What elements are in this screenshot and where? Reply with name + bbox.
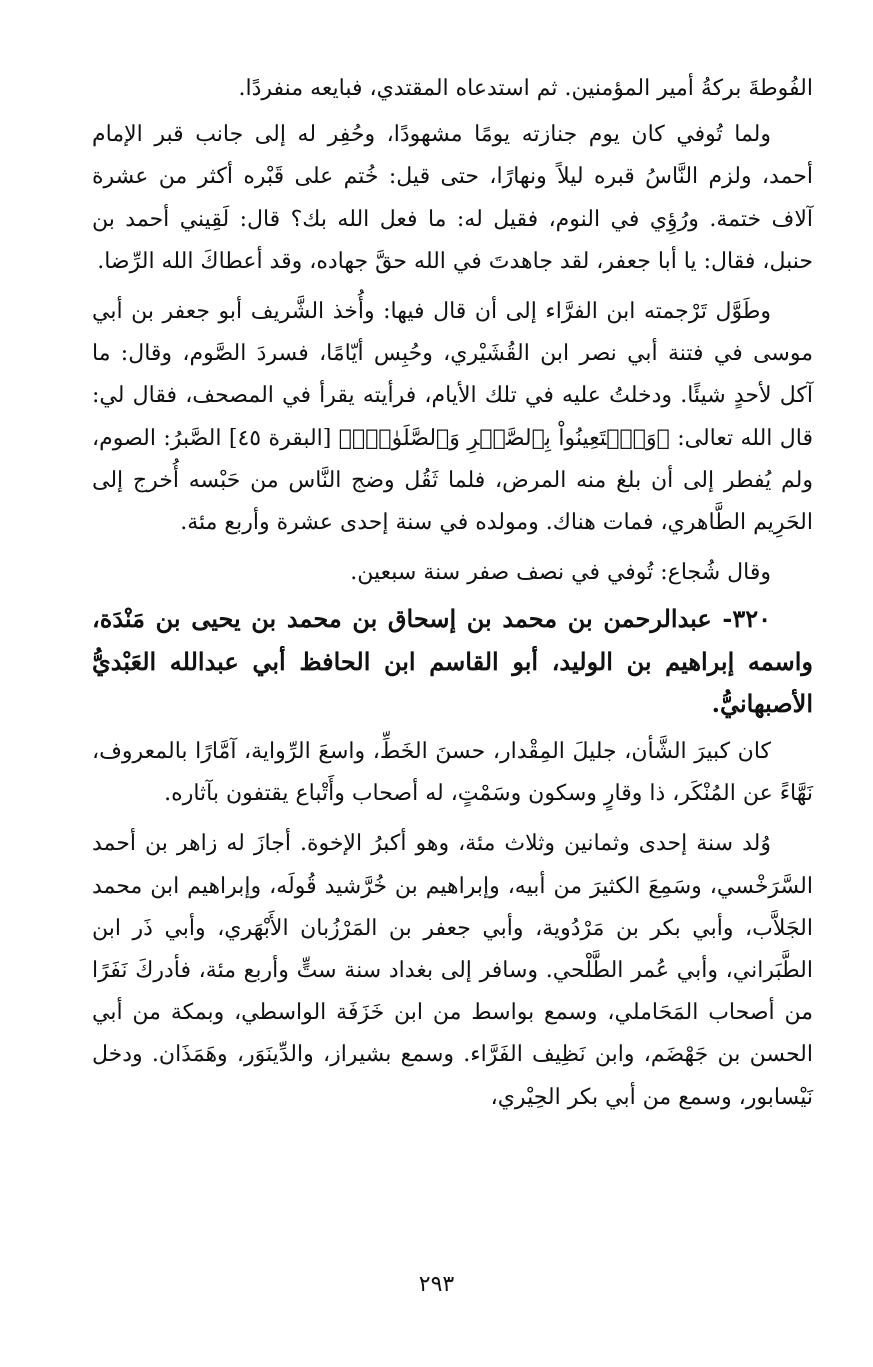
quran-verse: ﴿وَٱسۡتَعِينُواْ بِٱلصَّبۡرِ وَٱلصَّلَوٰةِۚ﴾ xyxy=(338,425,670,451)
entry-number: ٣٢٠- xyxy=(722,604,771,634)
paragraph-description: كان كبيرَ الشَّأن، جليلَ المِقْدار، حسنَ الخَطِّ، واسعَ الرِّواية، آمَّارًا بالمعروف، نَهَّاءً عن المُنْكَر، ذا وقارٍ وسكون وسَمْتٍ، له أصحاب وأَتْباع يقتفون بآثاره. xyxy=(92,739,813,807)
page-number: ٢٩٣ xyxy=(418,1272,455,1297)
text-segment: [البقرة ٤٥] الصَّبرُ: الصوم، ولم يُفطر إلى أن بلغ منه المرض، فلما ثَقُل وضج النَّاس من حَبْسه أُخرج إلى الحَرِيم الطَّاهري، فمات هناك. ومولده في سنة إحدى عشرة وأربع مئة. xyxy=(92,425,813,536)
entry-heading xyxy=(92,598,813,725)
paragraph-birth-and-teachers: وُلد سنة إحدى وثمانين وثلاث مئة، وهو أكبرُ الإخوة. أجازَ له زاهر بن أحمد السَّرَخْسي، وسَمِعَ الكثيرَ من أبيه، وإبراهيم بن خُرَّشيد قُولَه، وإبراهيم ابن محمد الجَلاَّب، وأبي بكر بن مَرْدُوية، وأبي جعفر بن المَرْزُبان الأَبْهَري، وأبي ذَر ابن الطَّبَراني، وأبي عُمر الطَّلْحي. وسافر إلى بغداد سنة ستٍّ وأربع مئة، فأدركَ نَفَرًا من أصحاب المَحَاملي، وسمع بواسط من ابن خَزَفَة الواسطي، وبمكة من أبي الحسن بن جَهْضَم، وابن نَظِيف الفَرَّاء. وسمع بشيراز، والدِّينَوَر، وهَمَذَان. ودخل نَيْسابور، وسمع من أبي بكر الحِيْري، xyxy=(92,831,813,1110)
paragraph-biography-ibn-alfarra xyxy=(92,291,813,544)
paragraph-continuation: الفُوطةَ بركةُ أمير المؤمنين. ثم استدعاه المقتدي، فبايعه منفردًا. xyxy=(238,76,813,101)
paragraph-shuja-quote: وقال شُجاع: تُوفي في نصف صفر سنة سبعين. xyxy=(350,560,771,586)
page-body xyxy=(92,68,813,1127)
entry-title: عبدالرحمن بن محمد بن إسحاق بن محمد بن يحيى بن مَنْدَة، واسمه إبراهيم بن الوليد، أبو القاسم ابن الحافظ أبي عبدالله العَبْديُّ الأصبهانيُّ. xyxy=(92,604,813,718)
text-segment: وطَوَّل تَرْجمته ابن الفرَّاء إلى أن قال فيها: وأُخذ الشَّريف أبو جعفر بن أبي موسى في فتنة أبي نصر ابن القُشَيْري، وحُبِس أيّامًا، فسردَ الصَّوم، وقال: ما آكل لأحدٍ شيئًا. ودخلتُ عليه في تلك الأيام، فرأيته يقرأ في المصحف، فقال لي: قال الله تعالى: xyxy=(92,299,814,451)
paragraph-death-and-burial: ولما تُوفي كان يوم جنازته يومًا مشهودًا، وحُفِر له إلى جانب قبر الإمام أحمد، ولزم النَّاسُ قبره ليلاً ونهارًا، حتى قيل: خُتم على قَبْره أكثر من عشرة آلاف ختمة. ورُؤِي في النوم، فقيل له: ما فعل الله بك؟ قال: لَقِيني أحمد بن حنبل، فقال: يا أبا جعفر، لقد جاهدتَ في الله حقَّ جهاده، وقد أعطاكَ الله الرِّضا. xyxy=(92,122,813,274)
